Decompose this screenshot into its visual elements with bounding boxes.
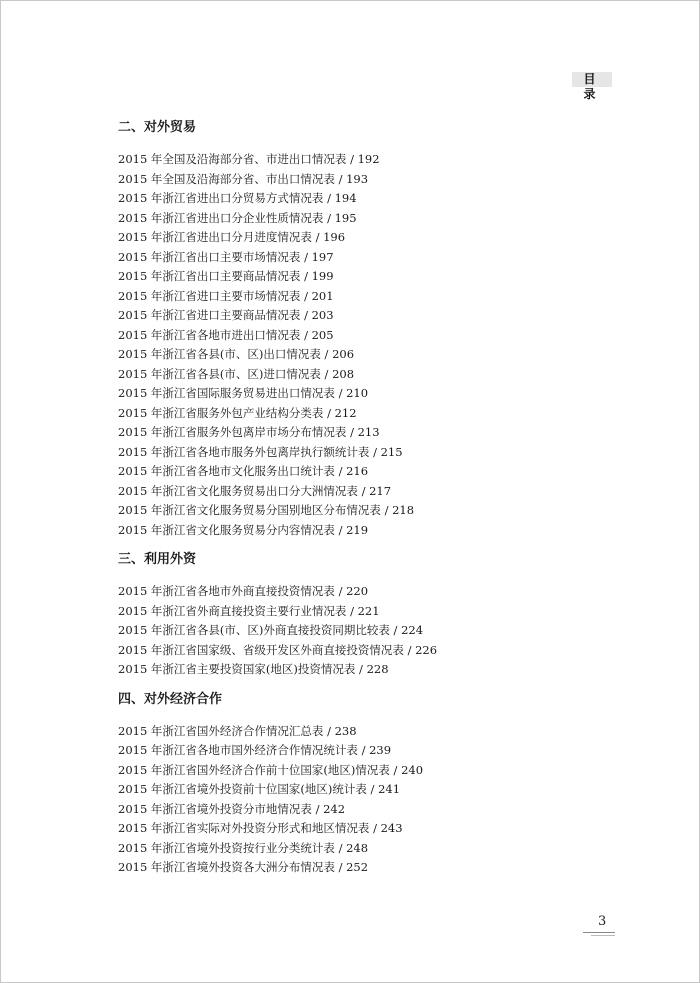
toc-entry[interactable]: 2015 年浙江省境外投资各大洲分布情况表 / 252 [118, 860, 369, 874]
toc-entry[interactable]: 2015 年浙江省主要投资国家(地区)投资情况表 / 228 [118, 662, 389, 676]
toc-entry[interactable]: 2015 年浙江省进出口分贸易方式情况表 / 194 [118, 191, 357, 205]
toc-entry[interactable]: 2015 年全国及沿海部分省、市出口情况表 / 193 [118, 171, 369, 186]
toc-entry[interactable]: 2015 年浙江省各地市国外经济合作情况统计表 / 239 [118, 743, 392, 757]
toc-entry[interactable]: 2015 年浙江省国际服务贸易进出口情况表 / 210 [118, 386, 369, 400]
toc-entry[interactable]: 2015 年浙江省各县(市、区)出口情况表 / 206 [118, 347, 355, 361]
toc-entry[interactable]: 2015 年浙江省进口主要商品情况表 / 203 [118, 308, 334, 322]
page-number: 3 [598, 914, 607, 929]
toc-entry[interactable]: 2015 年浙江省境外投资分市地情况表 / 242 [118, 801, 346, 816]
toc-entry[interactable]: 2015 年浙江省服务外包产业结构分类表 / 212 [118, 405, 357, 420]
toc-content [118, 117, 618, 878]
toc-entry[interactable]: 2015 年浙江省各县(市、区)外商直接投资同期比较表 / 224 [118, 623, 424, 637]
toc-entry[interactable]: 2015 年浙江省各地市外商直接投资情况表 / 220 [118, 584, 369, 598]
toc-section [118, 549, 618, 680]
footer-rule-secondary [591, 935, 615, 936]
toc-entry[interactable]: 2015 年浙江省各地市服务外包离岸执行额统计表 / 215 [118, 444, 403, 459]
toc-entry[interactable]: 2015 年浙江省国外经济合作前十位国家(地区)情况表 / 240 [118, 762, 424, 777]
toc-entry[interactable]: 2015 年浙江省出口主要市场情况表 / 197 [118, 249, 334, 264]
toc-entry[interactable]: 2015 年浙江省进出口分月进度情况表 / 196 [118, 230, 346, 244]
toc-section [118, 117, 618, 540]
footer-rule [583, 932, 615, 933]
toc-entry[interactable]: 2015 年浙江省文化服务贸易出口分大洲情况表 / 217 [118, 483, 392, 498]
toc-entry[interactable]: 2015 年浙江省文化服务贸易分国别地区分布情况表 / 218 [118, 503, 415, 517]
toc-entry[interactable]: 2015 年浙江省进口主要市场情况表 / 201 [118, 288, 334, 303]
toc-entry[interactable]: 2015 年浙江省各县(市、区)进口情况表 / 208 [118, 366, 355, 381]
toc-entry[interactable]: 2015 年浙江省文化服务贸易分内容情况表 / 219 [118, 522, 369, 537]
toc-section [118, 689, 618, 878]
toc-entry[interactable]: 2015 年浙江省出口主要商品情况表 / 199 [118, 269, 334, 283]
toc-entry[interactable]: 2015 年浙江省进出口分企业性质情况表 / 195 [118, 210, 357, 225]
toc-entry[interactable]: 2015 年浙江省服务外包离岸市场分布情况表 / 213 [118, 425, 380, 439]
toc-entry[interactable]: 2015 年浙江省国家级、省级开发区外商直接投资情况表 / 226 [118, 642, 438, 657]
toc-header-tag: 目 录 [572, 72, 612, 87]
toc-entry[interactable]: 2015 年全国及沿海部分省、市进出口情况表 / 192 [118, 152, 380, 166]
toc-entry[interactable]: 2015 年浙江省外商直接投资主要行业情况表 / 221 [118, 603, 380, 618]
section-title: 三、利用外资 [118, 552, 197, 567]
toc-entry[interactable]: 2015 年浙江省国外经济合作情况汇总表 / 238 [118, 723, 357, 738]
toc-entry[interactable]: 2015 年浙江省实际对外投资分形式和地区情况表 / 243 [118, 821, 403, 835]
section-title: 二、对外贸易 [118, 120, 197, 135]
section-title: 四、对外经济合作 [118, 691, 223, 707]
toc-entry[interactable]: 2015 年浙江省境外投资按行业分类统计表 / 248 [118, 840, 369, 855]
toc-entry[interactable]: 2015 年浙江省境外投资前十位国家(地区)统计表 / 241 [118, 782, 401, 796]
toc-entry[interactable]: 2015 年浙江省各地市文化服务出口统计表 / 216 [118, 464, 369, 478]
toc-entry[interactable]: 2015 年浙江省各地市进出口情况表 / 205 [118, 327, 334, 342]
